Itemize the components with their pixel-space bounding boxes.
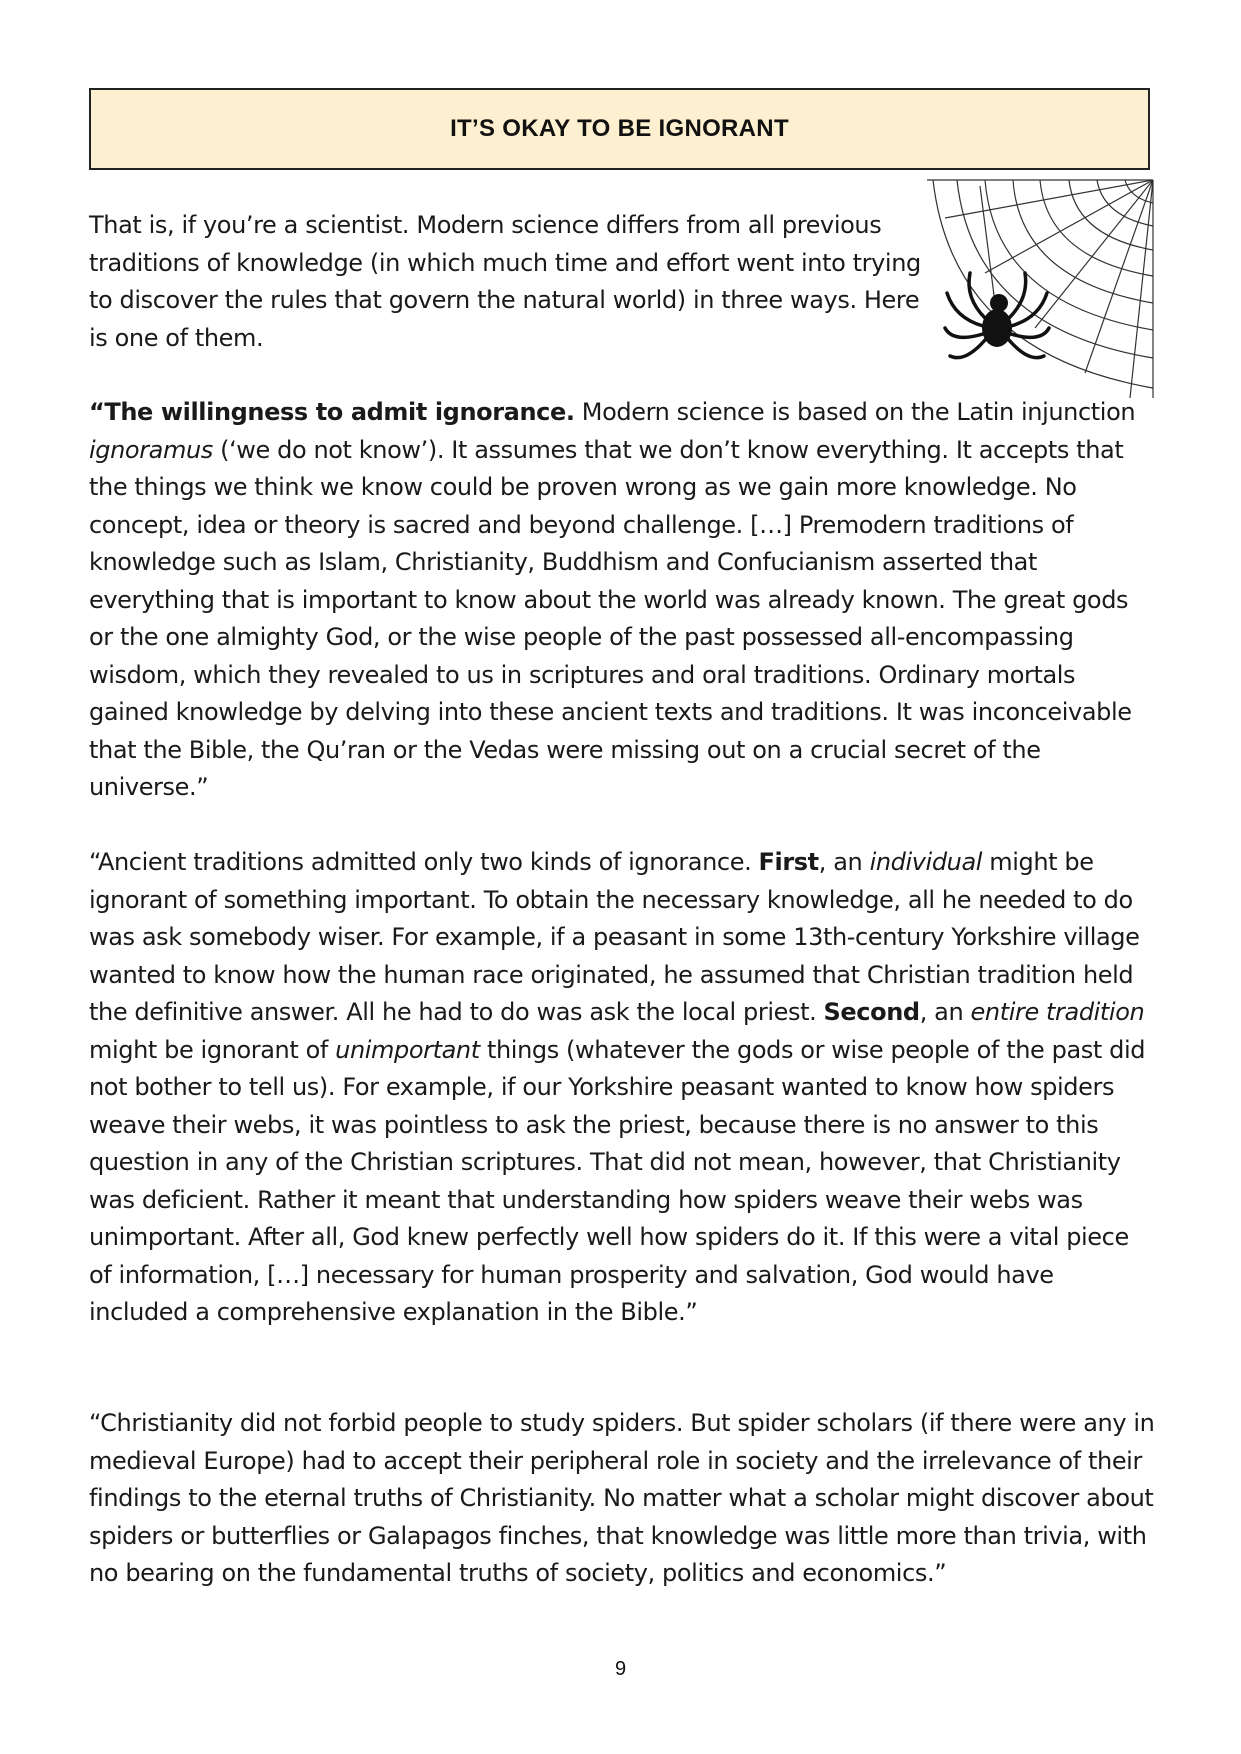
- web-threads: [927, 180, 1153, 398]
- quote2-text-f: things (whatever the gods or wise people of the past did not bother to tell us). For example, if our Yorkshire peasant wanted to know how spiders weave their webs, it was pointless to ask the priest, because there is no answer to this question in any of the Christian scriptures. That did not mean, however, that Christianity was deficient. Rather it meant that understanding how spiders weave their webs was unimportant. After all, God knew perfectly well how spiders do it. If this were a vital piece of information, […] necessary for human prosperity and salvation, God would have included a comprehensive explanation in the Bible.”: [89, 1035, 1146, 1326]
- quote2-bold-second: Second: [823, 998, 920, 1026]
- quote2-bold-first: First: [758, 848, 819, 876]
- quote1-text-a: Modern science is based on the Latin injunction: [574, 398, 1136, 426]
- spider-web-icon: [925, 178, 1155, 400]
- title-box: [89, 88, 1150, 170]
- quote2-italic-individual: individual: [869, 848, 983, 876]
- quote2-text-e: might be ignorant of: [89, 1035, 336, 1064]
- quote2-text-a: “Ancient traditions admitted only two kinds of ignorance.: [89, 848, 759, 876]
- quote2-text-c: might be ignorant of something important. To obtain the necessary knowledge, all he needed to do was ask somebody wiser. For example, if a peasant in some 13th-century Yorkshire village wanted to know how the human race originated, he assumed that Christian tradition held the definitive answer. All he had to do was ask the local priest.: [89, 848, 1140, 1026]
- quote2-italic-entire: entire tradition: [970, 998, 1145, 1026]
- quote1-italic: ignoramus: [89, 435, 213, 464]
- quote2-text-b: , an: [818, 848, 870, 876]
- intro-paragraph: That is, if you’re a scientist. Modern science differs from all previous traditions of knowledge (in which much time and effort went into trying to discover the rules that govern the natural world) in three ways. Here is one of them.: [89, 211, 921, 352]
- quote1-text-b: (‘we do not know’). It assumes that we don’t know everything. It accepts that the things we think we know could be proven wrong as we gain more knowledge. No concept, idea or theory is sacred and beyond challenge. […] Premodern traditions of knowledge such as Islam, Christianity, Buddhism and Confucianism asserted that everything that is important to know about the world was already known. The great gods or the one almighty God, or the wise people of the past possessed all-encompassing wisdom, which they revealed to us in scriptures and oral traditions. Ordinary mortals gained knowledge by delving into these ancient texts and traditions. It was inconceivable that the Bible, the Qu’ran or the Vedas were missing out on a crucial secret of the universe.”: [89, 435, 1132, 801]
- quote2-text-d: , an: [919, 998, 971, 1026]
- quote2-italic-unimportant: unimportant: [335, 1035, 480, 1064]
- page-title: IT’S OKAY TO BE IGNORANT: [450, 115, 789, 142]
- quote-paragraph-2: [89, 844, 1157, 1332]
- quote1-lead: “The willingness to admit ignorance.: [89, 398, 575, 426]
- quote-paragraph-1: [89, 394, 1157, 807]
- quote-paragraph-3: “Christianity did not forbid people to study spiders. But spider scholars (if there were any in medieval Europe) had to accept their peripheral role in society and the irrelevance of their findings to the eternal truths of Christianity. No matter what a scholar might discover about spiders or butterflies or Galapagos finches, that knowledge was little more than trivia, with no bearing on the fundamental truths of society, politics and economics.”: [89, 1409, 1155, 1587]
- page-number: 9: [614, 1658, 627, 1680]
